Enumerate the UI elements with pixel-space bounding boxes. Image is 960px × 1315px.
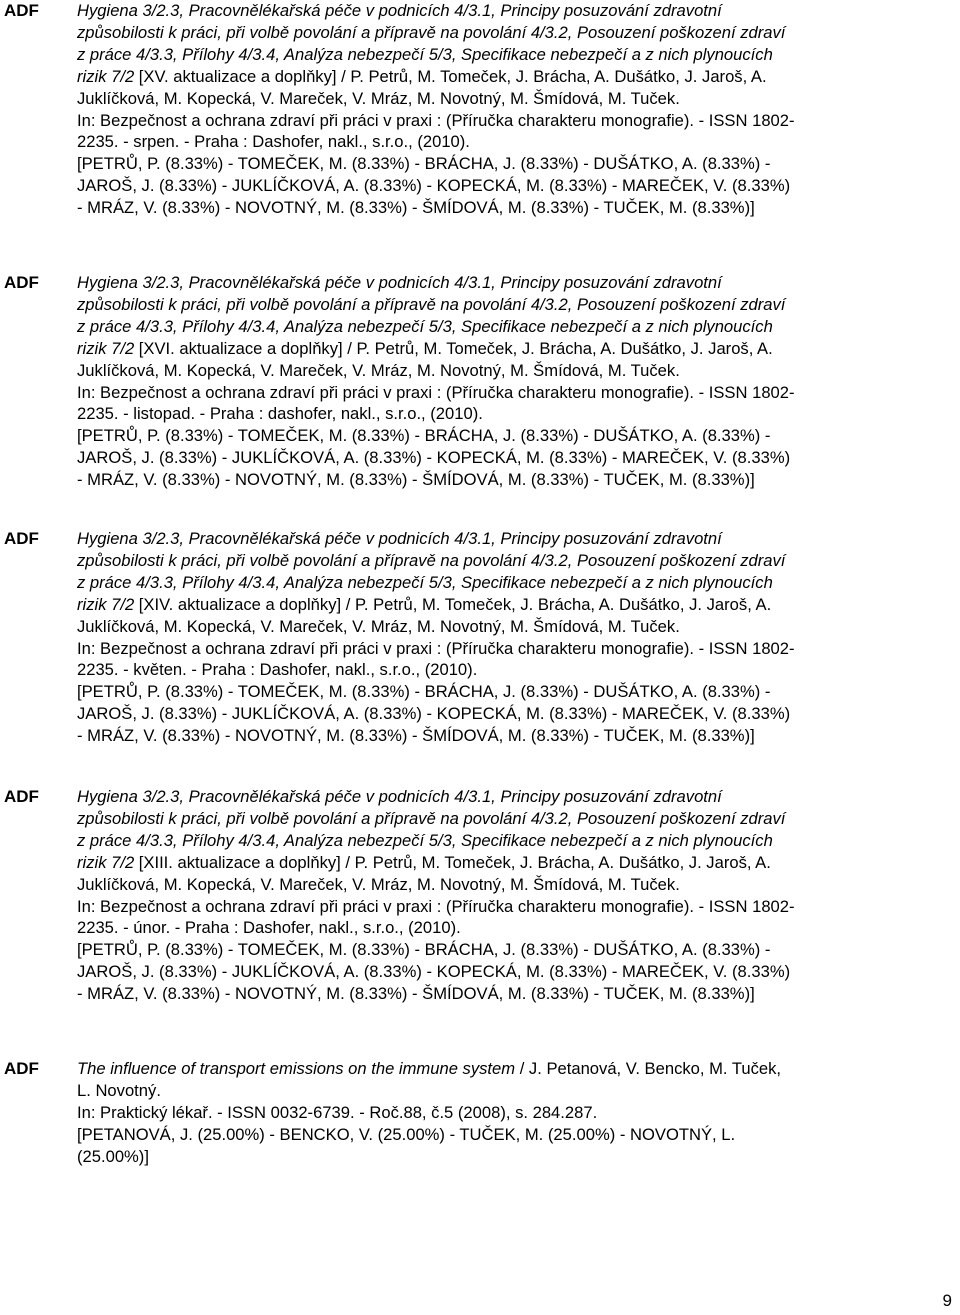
record-shares: [PETRŮ, P. (8.33%) - TOMEČEK, M. (8.33%) - BRÁCHA, J. (8.33%) - DUŠÁTKO, A. (8.33%) -: [77, 426, 771, 446]
record-authors: Juklíčková, M. Kopecká, V. Mareček, V. Mráz, M. Novotný, M. Šmídová, M. Tuček.: [77, 88, 680, 108]
record-publication: 2235. - únor. - Praha : Dashofer, nakl., s.r.o., (2010).: [77, 918, 461, 938]
record-shares: [PETANOVÁ, J. (25.00%) - BENCKO, V. (25.00%) - TUČEK, M. (25.00%) - NOVOTNÝ, L.: [77, 1124, 736, 1144]
record-shares: [PETRŮ, P. (8.33%) - TOMEČEK, M. (8.33%) - BRÁCHA, J. (8.33%) - DUŠÁTKO, A. (8.33%) -: [77, 682, 771, 702]
record-shares: - MRÁZ, V. (8.33%) - NOVOTNÝ, M. (8.33%) - ŠMÍDOVÁ, M. (8.33%) - TUČEK, M. (8.33%)]: [77, 726, 755, 746]
record-authors: / J. Petanová, V. Bencko, M. Tuček,: [515, 1059, 782, 1078]
record-source: In: Praktický lékař. - ISSN 0032-6739. - Roč.88, č.5 (2008), s. 284.287.: [77, 1102, 598, 1122]
record-type-label: ADF: [4, 1, 39, 20]
record-title-line: Hygiena 3/2.3, Pracovnělékařská péče v podnicích 4/3.1, Principy posuzování zdravotní: [77, 1, 722, 20]
record-shares: - MRÁZ, V. (8.33%) - NOVOTNÝ, M. (8.33%) - ŠMÍDOVÁ, M. (8.33%) - TUČEK, M. (8.33%)]: [77, 984, 755, 1004]
record-edition-authors: [XIII. aktualizace a doplňky] / P. Petrů, M. Tomeček, J. Brácha, A. Dušátko, J. Jaroš, A.: [134, 852, 771, 872]
record-body: [77, 786, 955, 1005]
record-shares: - MRÁZ, V. (8.33%) - NOVOTNÝ, M. (8.33%) - ŠMÍDOVÁ, M. (8.33%) - TUČEK, M. (8.33%)]: [77, 470, 755, 490]
record-shares: JAROŠ, J. (8.33%) - JUKLÍČKOVÁ, A. (8.33%) - KOPECKÁ, M. (8.33%) - MAREČEK, V. (8.33%): [77, 176, 791, 196]
record-source: In: Bezpečnost a ochrana zdraví při práci v praxi : (Příručka charakteru monografie). - ISSN 1802-: [77, 896, 795, 916]
record-source: In: Bezpečnost a ochrana zdraví při práci v praxi : (Příručka charakteru monografie). - ISSN 1802-: [77, 638, 795, 658]
record-shares: - MRÁZ, V. (8.33%) - NOVOTNÝ, M. (8.33%) - ŠMÍDOVÁ, M. (8.33%) - TUČEK, M. (8.33%)]: [77, 198, 755, 218]
record-body: [77, 0, 955, 219]
record-publication: 2235. - srpen. - Praha : Dashofer, nakl., s.r.o., (2010).: [77, 132, 470, 152]
record-body: [77, 528, 955, 747]
record-shares: JAROŠ, J. (8.33%) - JUKLÍČKOVÁ, A. (8.33%) - KOPECKÁ, M. (8.33%) - MAREČEK, V. (8.33%): [77, 962, 791, 982]
record-publication: 2235. - květen. - Praha : Dashofer, nakl., s.r.o., (2010).: [77, 660, 478, 680]
record-authors: Juklíčková, M. Kopecká, V. Mareček, V. Mráz, M. Novotný, M. Šmídová, M. Tuček.: [77, 360, 680, 380]
record-type-label: ADF: [4, 273, 39, 292]
record-edition-authors: [XIV. aktualizace a doplňky] / P. Petrů, M. Tomeček, J. Brácha, A. Dušátko, J. Jaroš, A.: [134, 594, 772, 614]
record-title-line: rizik 7/2: [77, 594, 135, 614]
record-shares: JAROŠ, J. (8.33%) - JUKLÍČKOVÁ, A. (8.33%) - KOPECKÁ, M. (8.33%) - MAREČEK, V. (8.33%): [77, 448, 791, 468]
record-title-line: z práce 4/3.3, Přílohy 4/3.4, Analýza nebezpečí 5/3, Specifikace nebezpečí a z nich plynoucích: [77, 44, 773, 64]
record-edition-authors: [XVI. aktualizace a doplňky] / P. Petrů, M. Tomeček, J. Brácha, A. Dušátko, J. Jaroš, A.: [134, 338, 773, 358]
record-body: [77, 272, 955, 491]
record-title-line: způsobilosti k práci, při volbě povolání a přípravě na povolání 4/3.2, Posouzení poškození zdraví: [77, 294, 786, 314]
record-shares: (25.00%)]: [77, 1146, 149, 1166]
record-title-line: Hygiena 3/2.3, Pracovnělékařská péče v podnicích 4/3.1, Principy posuzování zdravotní: [77, 787, 722, 806]
record-type-label: ADF: [4, 787, 39, 806]
record-title-line: z práce 4/3.3, Přílohy 4/3.4, Analýza nebezpečí 5/3, Specifikace nebezpečí a z nich plynoucích: [77, 316, 773, 336]
record-title-line: rizik 7/2: [77, 66, 135, 86]
record-title: The influence of transport emissions on the immune system: [77, 1059, 516, 1078]
page-number: 9: [942, 1291, 952, 1310]
record-body: [77, 1058, 955, 1168]
record-title-line: způsobilosti k práci, při volbě povolání a přípravě na povolání 4/3.2, Posouzení poškození zdraví: [77, 22, 786, 42]
record-type-label: ADF: [4, 1059, 39, 1078]
record-shares: [PETRŮ, P. (8.33%) - TOMEČEK, M. (8.33%) - BRÁCHA, J. (8.33%) - DUŠÁTKO, A. (8.33%) -: [77, 940, 771, 960]
record-edition-authors: [XV. aktualizace a doplňky] / P. Petrů, M. Tomeček, J. Brácha, A. Dušátko, J. Jaroš, A.: [134, 66, 767, 86]
record-source: In: Bezpečnost a ochrana zdraví při práci v praxi : (Příručka charakteru monografie). - ISSN 1802-: [77, 110, 795, 130]
record-title-line: způsobilosti k práci, při volbě povolání a přípravě na povolání 4/3.2, Posouzení poškození zdraví: [77, 808, 786, 828]
record-title-line: rizik 7/2: [77, 338, 135, 358]
record-authors: Juklíčková, M. Kopecká, V. Mareček, V. Mráz, M. Novotný, M. Šmídová, M. Tuček.: [77, 616, 680, 636]
record-type-label: ADF: [4, 529, 39, 548]
record-title-line: Hygiena 3/2.3, Pracovnělékařská péče v podnicích 4/3.1, Principy posuzování zdravotní: [77, 529, 722, 548]
record-authors: L. Novotný.: [77, 1080, 161, 1100]
record-shares: JAROŠ, J. (8.33%) - JUKLÍČKOVÁ, A. (8.33%) - KOPECKÁ, M. (8.33%) - MAREČEK, V. (8.33%): [77, 704, 791, 724]
record-source: In: Bezpečnost a ochrana zdraví při práci v praxi : (Příručka charakteru monografie). - ISSN 1802-: [77, 382, 795, 402]
record-shares: [PETRŮ, P. (8.33%) - TOMEČEK, M. (8.33%) - BRÁCHA, J. (8.33%) - DUŠÁTKO, A. (8.33%) -: [77, 154, 771, 174]
record-title-line: rizik 7/2: [77, 852, 135, 872]
record-publication: 2235. - listopad. - Praha : dashofer, nakl., s.r.o., (2010).: [77, 404, 483, 424]
record-title-line: způsobilosti k práci, při volbě povolání a přípravě na povolání 4/3.2, Posouzení poškození zdraví: [77, 550, 786, 570]
record-authors: Juklíčková, M. Kopecká, V. Mareček, V. Mráz, M. Novotný, M. Šmídová, M. Tuček.: [77, 874, 680, 894]
record-title-line: z práce 4/3.3, Přílohy 4/3.4, Analýza nebezpečí 5/3, Specifikace nebezpečí a z nich plynoucích: [77, 830, 773, 850]
record-title-line: Hygiena 3/2.3, Pracovnělékařská péče v podnicích 4/3.1, Principy posuzování zdravotní: [77, 273, 722, 292]
record-title-line: z práce 4/3.3, Přílohy 4/3.4, Analýza nebezpečí 5/3, Specifikace nebezpečí a z nich plynoucích: [77, 572, 773, 592]
